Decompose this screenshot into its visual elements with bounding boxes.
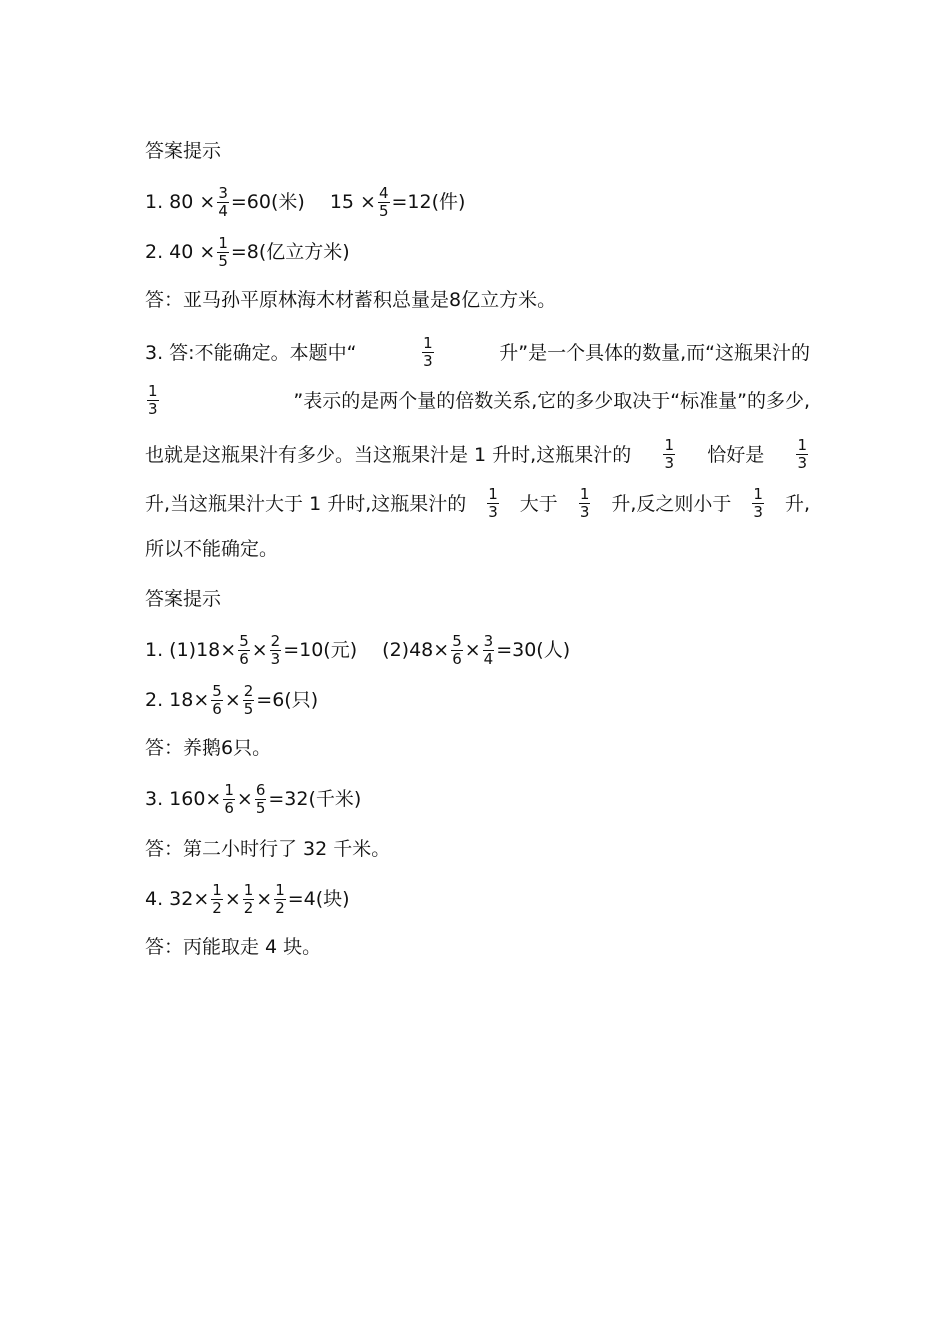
- q1-mid: =60(米) 15 ×: [230, 191, 376, 213]
- fraction: $\frac{3}{4}$: [483, 632, 494, 668]
- fraction: $\frac{1}{2}$: [243, 881, 254, 917]
- section1-q3-line1: 3. 答:不能确定。本题中“ $\frac{1}{3}$ 升”是一个具体的数量,而“这瓶果汁的: [145, 334, 810, 370]
- fraction: $\frac{1}{5}$: [218, 234, 228, 270]
- fraction: $\frac{1}{3}$: [579, 485, 590, 521]
- q2-prefix: 2. 40 ×: [145, 241, 216, 263]
- fraction: $\frac{1}{2}$: [212, 881, 222, 917]
- q1-prefix: 1. 80 ×: [145, 191, 216, 213]
- fraction: $\frac{6}{5}$: [255, 781, 266, 817]
- section1-q1: [145, 186, 810, 219]
- section1-q3-line4: 升,当这瓶果汁大于 1 升时,这瓶果汁的 $\frac{1}{3}$ 大于 $\frac{1}{3}$ 升,反之则小于 $\frac{1}{3}$ 升,: [145, 485, 810, 521]
- fraction: $\frac{2}{3}$: [270, 632, 281, 668]
- section2-q3: 3. 160× $\frac{1}{6}$ × $\frac{6}{5}$ =32(千米): [145, 781, 362, 817]
- fraction: $\frac{1}{3}$: [664, 436, 674, 472]
- fraction: $\frac{1}{6}$: [224, 781, 234, 817]
- section2-q4: 4. 32× $\frac{1}{2}$ × $\frac{1}{2}$ × $\frac{1}{2}$ =4(块): [145, 881, 350, 917]
- q2-suffix: =8(亿立方米): [230, 241, 350, 263]
- fraction: $\frac{1}{2}$: [275, 881, 285, 917]
- section2-q2: 2. 18× $\frac{5}{6}$ × $\frac{2}{5}$ =6(只): [145, 682, 319, 718]
- section2-q1: 1. (1)18× $\frac{5}{6}$ × $\frac{2}{3}$ =10(元) (2)48× $\frac{5}{6}$ × $\frac{3}{4}$ =30(人): [145, 632, 571, 668]
- section1-answer2: 答：亚马孙平原林海木材蓄积总量是8亿立方米。: [145, 289, 557, 311]
- fraction: $\frac{5}{6}$: [239, 632, 249, 668]
- fraction: $\frac{5}{6}$: [212, 682, 222, 718]
- section1-q3-line5: 所以不能确定。: [145, 538, 279, 560]
- section2-answer4: 答：丙能取走 4 块。: [145, 936, 322, 958]
- fraction: $\frac{1}{3}$: [423, 334, 433, 370]
- fraction: $\frac{2}{5}$: [243, 682, 254, 718]
- q1-suffix: =12(件): [391, 191, 466, 213]
- fraction: $\frac{1}{3}$: [148, 382, 158, 418]
- fraction: $\frac{1}{3}$: [753, 485, 763, 521]
- section2-answer2: 答：养鹅6只。: [145, 737, 272, 759]
- section1-q2: [145, 236, 810, 269]
- section1-q3-line2: $\frac{1}{3}$ ”表示的是两个量的倍数关系,它的多少取决于“标准量”的多少,: [148, 382, 810, 418]
- section2-answer3: 答：第二小时行了 32 千米。: [145, 838, 391, 860]
- section1-heading: 答案提示: [145, 140, 222, 162]
- fraction: $\frac{3}{4}$: [218, 184, 228, 220]
- fraction: $\frac{4}{5}$: [378, 184, 389, 220]
- section1-q3-line3: 也就是这瓶果汁有多少。当这瓶果汁是 1 升时,这瓶果汁的 $\frac{1}{3}$ 恰好是 $\frac{1}{3}$: [145, 436, 807, 472]
- fraction: $\frac{1}{3}$: [797, 436, 807, 472]
- fraction: $\frac{5}{6}$: [452, 632, 462, 668]
- fraction: $\frac{1}{3}$: [488, 485, 498, 521]
- section2-heading: 答案提示: [145, 588, 222, 610]
